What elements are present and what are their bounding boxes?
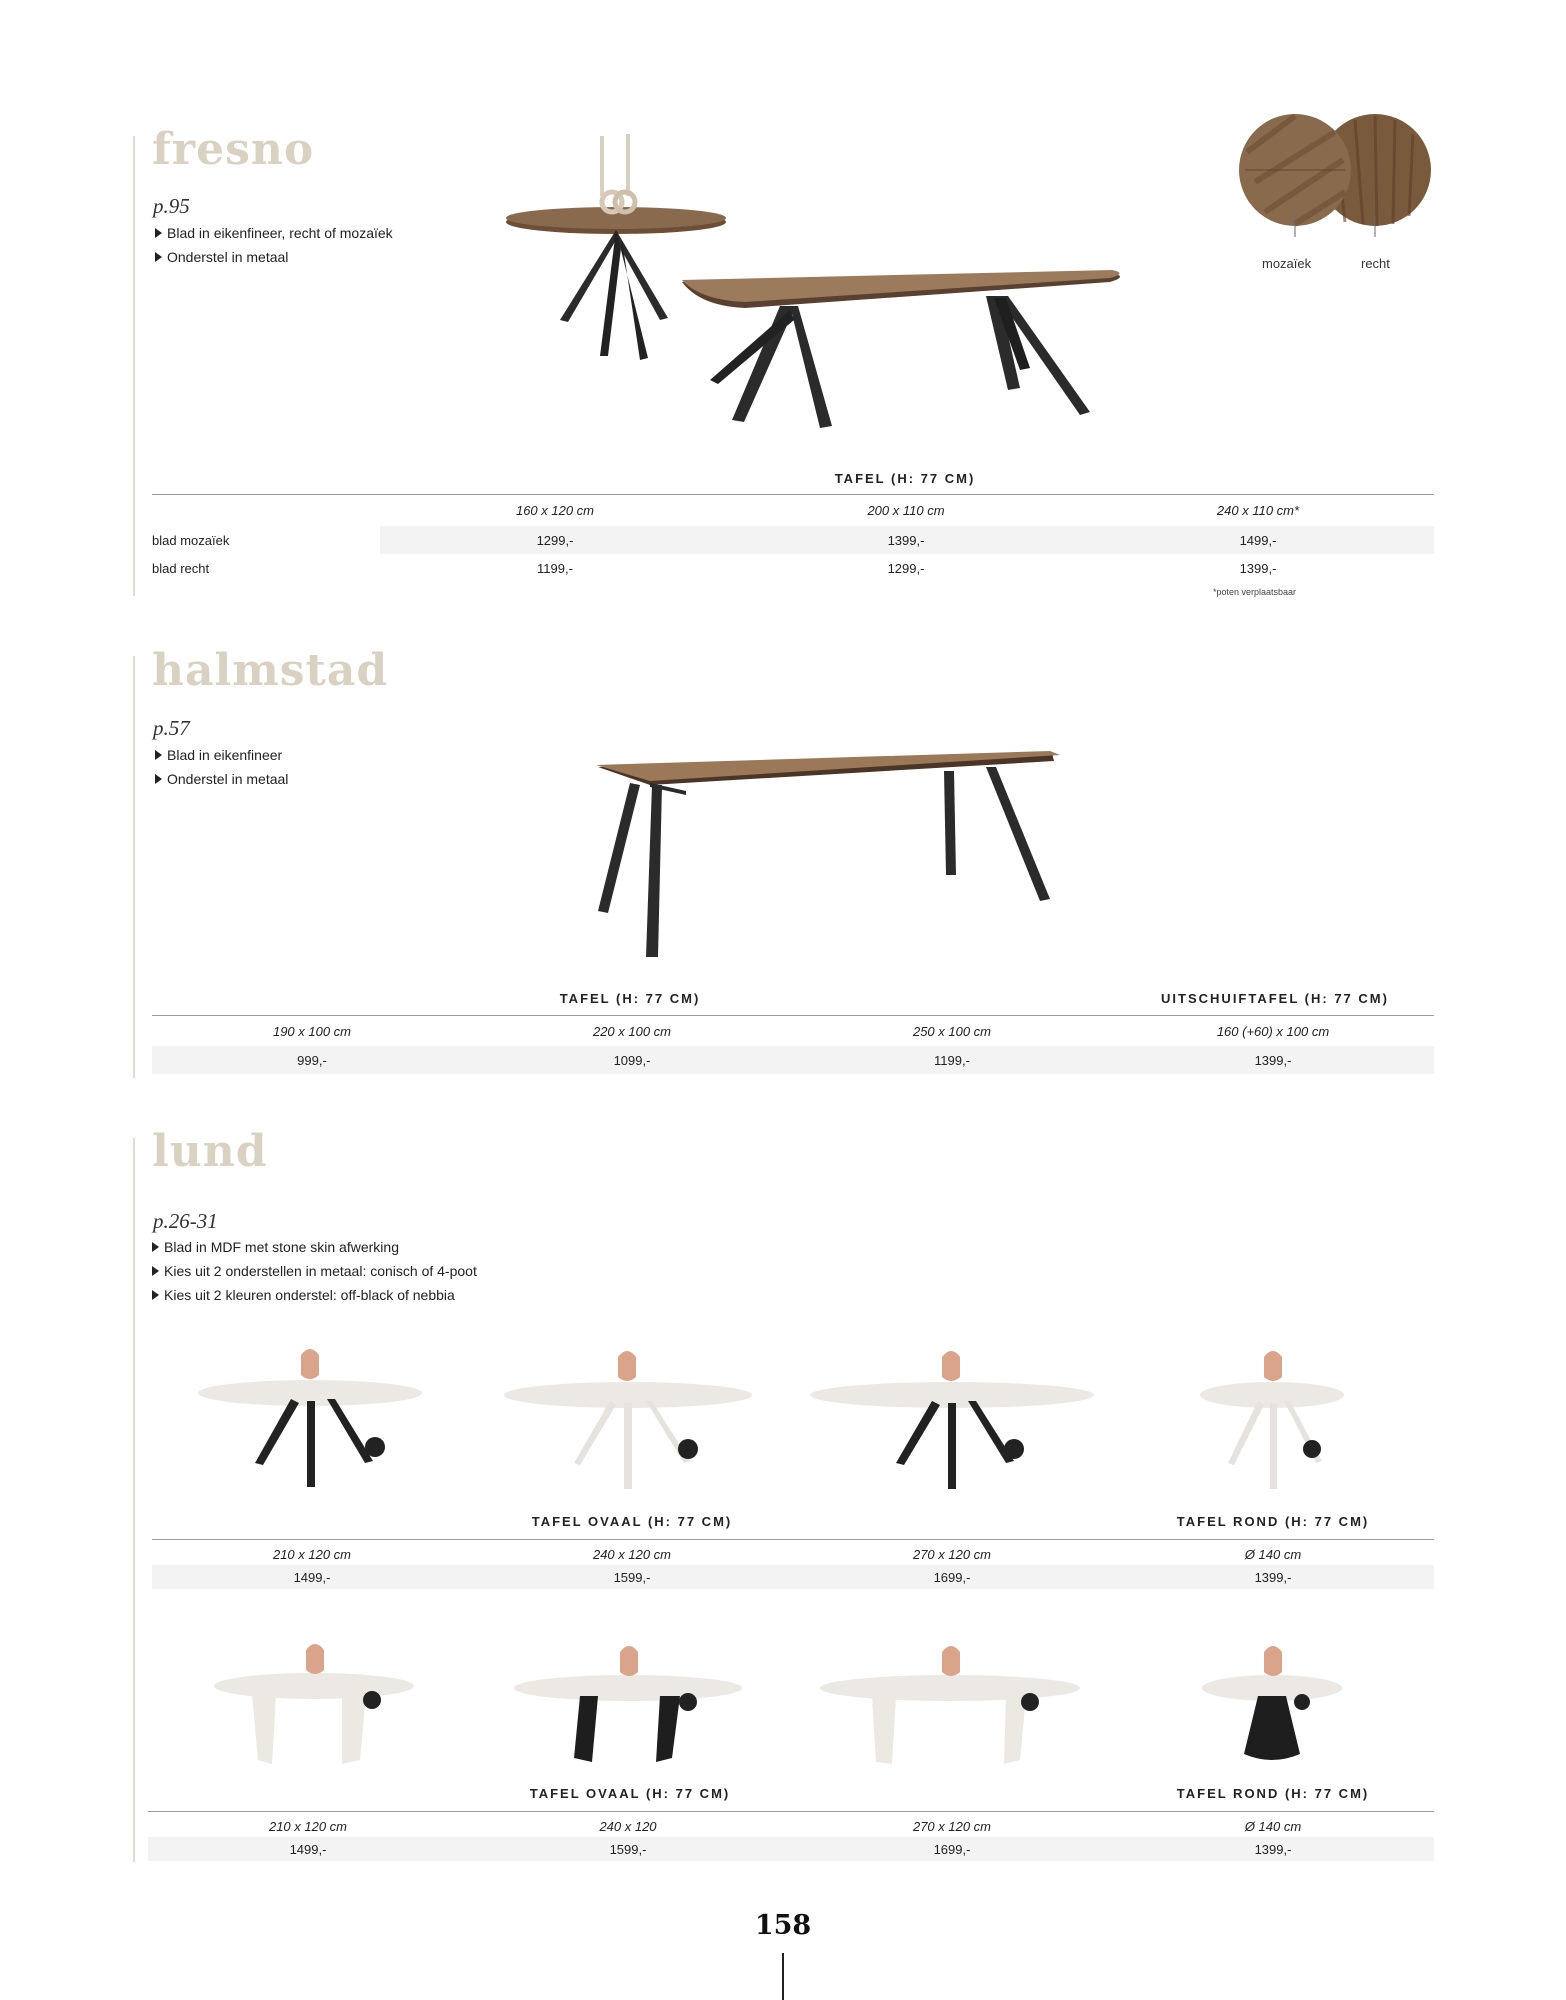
price-cell: 1699,- [933,1842,971,1857]
feature-item: Onderstel in metaal [153,245,393,269]
halmstad-title: halmstad [152,645,389,696]
lund-oval-conisch-black-image [510,1640,750,1790]
halmstad-table-image [590,745,1070,965]
page-number: 158 [754,1910,812,1941]
wood-swatches [1225,112,1445,242]
row-label: blad mozaïek [152,533,230,548]
price-cell: 1399,- [1254,1570,1292,1585]
lund-accent-line [133,1138,135,1862]
price-cell: 1399,- [887,533,925,548]
price-cell: 1299,- [887,561,925,576]
row-label: blad recht [152,561,210,576]
lund-page-ref: p.26-31 [153,1209,218,1233]
size-cell: 240 x 110 cm* [1216,503,1300,518]
price-cell: 1599,- [613,1570,651,1585]
lund-oval-header-1: TAFEL OVAAL (H: 77 CM) [531,1514,733,1529]
price-cell: 1499,- [1239,533,1277,548]
fresno-accent-line [133,136,135,596]
lund-rond-header-2: TAFEL ROND (H: 77 CM) [1176,1786,1370,1801]
fresno-features [153,221,393,269]
feature-item: Blad in eikenfineer [153,743,288,767]
lund-round-conisch-black-image [1198,1640,1348,1790]
feature-item: Kies uit 2 onderstellen in metaal: conisch of 4-poot [150,1259,477,1283]
price-cell: 1199,- [537,561,573,576]
halmstad-uitschuif-header: UITSCHUIFTAFEL (H: 77 CM) [1161,991,1389,1006]
price-cell: 1299,- [536,533,574,548]
lund-oval-conisch-white-image [210,1640,430,1790]
size-cell: 210 x 120 cm [268,1819,348,1834]
lund-oval-header-2: TAFEL OVAAL (H: 77 CM) [529,1786,731,1801]
lund-features [150,1235,477,1307]
size-cell: 270 x 120 cm [912,1547,992,1562]
lund-oval-conisch-white-270-image [818,1640,1088,1790]
halmstad-accent-line [133,656,135,1078]
halmstad-features [153,743,288,791]
price-cell: 1399,- [1254,1842,1292,1857]
lund-oval-4poot-white-image [500,1345,760,1495]
swatch-label-recht: recht [1361,256,1390,271]
fresno-footnote: *poten verplaatsbaar [1213,587,1297,597]
fresno-rule [152,494,1434,495]
size-cell: 240 x 120 cm [592,1547,672,1562]
size-cell: 240 x 120 [599,1819,657,1834]
feature-item: Blad in MDF met stone skin afwerking [150,1235,477,1259]
price-cell: 1199,- [934,1053,970,1068]
price-cell: 1599,- [609,1842,647,1857]
fresno-title: fresno [152,124,315,175]
swatch-label-mozaiek: mozaïek [1262,256,1312,271]
feature-item: Onderstel in metaal [153,767,288,791]
price-cell: 1499,- [293,1570,331,1585]
size-cell: Ø 140 cm [1244,1547,1302,1562]
page-number-line [782,1953,784,2000]
size-cell: 160 x 120 cm [515,503,595,518]
lund-round-4poot-white-image [1198,1345,1348,1495]
lund-rond-header-1: TAFEL ROND (H: 77 CM) [1176,1514,1370,1529]
lund-rule-2 [148,1811,1434,1812]
size-cell: 190 x 100 cm [272,1024,352,1039]
size-cell: 200 x 110 cm [867,503,945,518]
price-cell: 1399,- [1254,1053,1292,1068]
size-cell: Ø 140 cm [1244,1819,1302,1834]
lund-oval-4poot-black-image [195,1345,435,1495]
fresno-tables-image [500,130,1140,440]
size-cell: 270 x 120 cm [912,1819,992,1834]
feature-item: Kies uit 2 kleuren onderstel: off-black of nebbia [150,1283,477,1307]
price-cell: 999,- [297,1053,327,1068]
size-cell: 220 x 100 cm [592,1024,672,1039]
size-cell: 210 x 120 cm [272,1547,352,1562]
fresno-page-ref: p.95 [153,194,190,218]
price-cell: 1099,- [613,1053,651,1068]
feature-item: Blad in eikenfineer, recht of mozaïek [153,221,393,245]
halmstad-rule [152,1015,1434,1016]
fresno-table-header: TAFEL (H: 77 CM) [834,471,976,486]
size-cell: 160 (+60) x 100 cm [1216,1024,1330,1039]
halmstad-page-ref: p.57 [153,716,190,740]
halmstad-tafel-header: TAFEL (H: 77 CM) [559,991,701,1006]
price-cell: 1399,- [1239,561,1277,576]
size-cell: 250 x 100 cm [912,1024,992,1039]
lund-oval-4poot-black-270-image [808,1345,1098,1495]
price-cell: 1499,- [289,1842,327,1857]
price-cell: 1699,- [933,1570,971,1585]
lund-rule-1 [152,1539,1434,1540]
lund-title: lund [152,1126,268,1177]
